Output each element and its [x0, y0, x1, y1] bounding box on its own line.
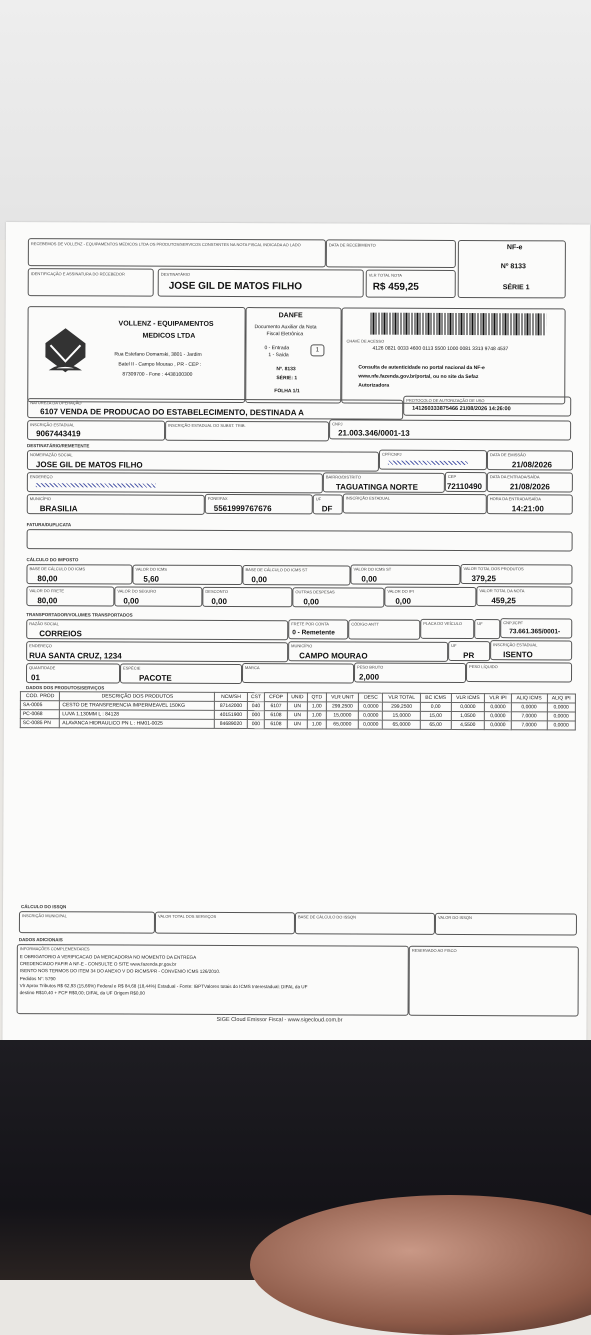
net-weight-label: PESO LÍQUIDO	[469, 664, 498, 670]
frete-label: VALOR DO FRETE	[29, 588, 65, 594]
redacted-cpf	[388, 461, 468, 465]
recipient-ie-box	[343, 493, 487, 514]
recipient-section: DESTINATÁRIO/REMETENTE	[27, 443, 90, 449]
emission-value: 21/08/2026	[511, 460, 553, 470]
table-cell: 6108	[265, 720, 287, 729]
items-header-cell: NCM/SH	[215, 692, 247, 701]
issqn-im-box	[19, 911, 155, 934]
protocol-label: PROTOCOLO DE AUTORIZAÇÃO DE USO	[406, 397, 485, 404]
table-cell: UN	[287, 711, 307, 720]
emitter-box	[27, 306, 245, 406]
table-cell: UN	[287, 720, 307, 729]
danfe-entrada: 0 - Entrada	[264, 345, 290, 352]
table-cell: 0,00	[420, 702, 451, 711]
table-cell: 65,00	[420, 720, 451, 729]
items-section: DADOS DOS PRODUTOS/SERVIÇOS	[25, 685, 105, 691]
receipt-nfe-series: SÉRIE 1	[502, 284, 530, 292]
items-header-cell: CFOP	[265, 693, 287, 702]
table-cell: 0,0000	[511, 703, 547, 712]
table-cell: PC-0068	[20, 710, 59, 719]
items-header-cell: QTD	[308, 693, 326, 702]
v-st-label: VALOR DO ICMS ST	[353, 566, 392, 572]
additional-info-line: CREDENCIADO FAFIR A NF-E - CONSULTE O SITE www.fazenda.pr.gov.br	[19, 961, 177, 967]
nature-label: NATUREZA DA OPERAÇÃO	[30, 400, 82, 406]
table-cell: 299,2500	[326, 702, 359, 711]
items-header-cell: DESC	[359, 693, 383, 702]
table-cell: SA-0005	[20, 701, 59, 710]
uf-value: DF	[321, 504, 333, 514]
phone-value: 5561999767676	[213, 503, 272, 514]
table-cell: 65,0000	[383, 720, 421, 729]
table-cell: 1,00	[308, 711, 326, 720]
antt-box	[348, 619, 420, 639]
additional-info-text	[20, 953, 406, 998]
v-st-box	[350, 565, 460, 585]
footer-text: SIGE Cloud Emissor Fiscal - www.sigecloud.com.br	[216, 1016, 343, 1024]
wall-background	[0, 0, 591, 240]
frete-value: 80,00	[37, 596, 58, 606]
kind-box	[120, 664, 242, 685]
table-cell: 1,00	[307, 720, 325, 729]
danfe-subtitle-2: Fiscal Eletrônica	[266, 331, 304, 338]
table-cell: 0,0000	[485, 703, 511, 712]
recipient-ie-label: INSCRIÇÃO ESTADUAL	[345, 495, 390, 501]
emitter-address-1: Rua Estefano Domanski, 3801 - Jardim	[114, 351, 202, 358]
items-header-cell: VLR ICMS	[451, 693, 485, 702]
carrier-cnpj-label: CNPJ/CPF	[503, 620, 523, 626]
carrier-address-value: RUA SANTA CRUZ, 1234	[29, 651, 122, 661]
table-cell: 000	[247, 720, 265, 729]
table-cell: 0,0000	[359, 702, 383, 711]
ipi-label: VALOR DO IPI	[387, 588, 414, 594]
nature-value: 6107 VENDA DE PRODUCAO DO ESTABELECIMENTO, DESTINADA A	[40, 407, 304, 418]
fisco-label: RESERVADO AO FISCO	[411, 947, 457, 953]
v-icms-label: VALOR DO ICMS	[135, 566, 167, 572]
items-header-cell: VLR UNIT	[326, 693, 359, 702]
city-label: MUNICÍPIO	[29, 496, 51, 502]
phone-label: FONE/FAX	[207, 495, 228, 501]
tax-section: CÁLCULO DO IMPOSTO	[26, 557, 79, 563]
carrier-uf2-label: UF	[451, 642, 457, 648]
gross-weight-value: 2,000	[358, 672, 380, 682]
items-header-cell: ALIQ IPI	[547, 694, 575, 703]
seguro-box	[114, 586, 202, 606]
city-value: BRASILIA	[39, 504, 78, 514]
carrier-cnpj-value: 73.661.365/0001-	[509, 628, 561, 636]
entry-date-box	[487, 472, 573, 492]
additional-info-line: Vlr Aprox Tributos R$ 62,93 (15,66%) Federal e R$ 84,68 (18,44%) Estadual - Fonte: IBPTValores totais do ICMS Interestadual: DIFAL da UF	[19, 982, 308, 990]
recipient-cpf-label: CPF/CNPJ	[381, 451, 402, 457]
carrier-address-box	[26, 641, 288, 662]
time-label: HORA DA ENTRADA/SAÍDA	[489, 496, 541, 502]
ipi-box	[384, 587, 476, 607]
ie-value: 9067443419	[36, 429, 81, 439]
carrier-name-value: CORREIOS	[39, 629, 82, 639]
protocol-value: 141260333875466 21/08/2026 14:26:00	[412, 405, 511, 413]
danfe-folha: FOLHA 1/1	[274, 388, 300, 395]
table-cell: 1,00	[308, 702, 326, 711]
emission-label: DATA DE EMISSÃO	[489, 452, 526, 458]
table-cell: 1,0500	[451, 711, 485, 720]
seguro-value: 0,00	[123, 596, 139, 606]
additional-info-line: Pedidos N°: 5790	[19, 975, 56, 981]
table-cell: 0,0000	[485, 712, 511, 721]
nature-box	[27, 398, 403, 420]
danfe-number: Nº. 8133	[276, 366, 296, 373]
table-cell: 0,0000	[485, 721, 511, 730]
qty-label: QUANTIDADE	[29, 665, 56, 671]
time-value: 14:21:00	[511, 504, 544, 514]
danfe-series: SÉRIE: 1	[276, 375, 298, 382]
carrier-name-label: RAZÃO SOCIAL	[29, 621, 59, 627]
table-cell: 4,5500	[451, 720, 485, 729]
table-cell: 15,0000	[326, 711, 359, 720]
outras-box	[292, 587, 384, 607]
cep-box	[445, 472, 487, 492]
additional-info-line: ISENTO NOS TERMOS DO ITEM 34 DO ANEXO V DO RICMS/PR - CONVENIO ICMS 126/2010.	[19, 968, 221, 975]
kind-label: ESPÉCIE	[123, 665, 141, 671]
access-consult-3: Autorizadora	[358, 382, 390, 389]
danfe-saida: 1 - Saída	[268, 352, 289, 359]
entry-date-value: 21/08/2026	[509, 482, 550, 492]
v-prod-value: 379,25	[471, 574, 496, 584]
table-cell: 7,0000	[511, 721, 547, 730]
table-cell: 65,0000	[326, 720, 359, 729]
items-header-cell: BC ICMS	[420, 693, 451, 702]
district-label: BAIRRO/DISTRITO	[325, 474, 361, 480]
entry-date-label: DATA DA ENTRADA/SAÍDA	[489, 474, 540, 480]
receipt-total-value: R$ 459,25	[372, 281, 419, 293]
transport-section: TRANSPORTADOR/VOLUMES TRANSPORTADOS	[26, 612, 133, 618]
bc-st-value: 0,00	[251, 575, 268, 585]
freight-value: 0 - Remetente	[292, 629, 335, 637]
receipt-nfe-box	[458, 240, 566, 298]
carrier-ie-box	[490, 640, 572, 660]
recipient-cpf-box	[379, 450, 487, 470]
items-table	[20, 691, 576, 730]
bc-st-box	[242, 565, 350, 585]
outras-label: OUTRAS DESPESAS	[295, 589, 335, 595]
emission-box	[487, 450, 573, 470]
table-cell: 040	[247, 702, 265, 711]
carrier-uf-label: UF	[477, 621, 483, 627]
plate-box	[420, 619, 474, 639]
freight-label: FRETE POR CONTA	[291, 621, 329, 627]
danfe-title-box	[245, 307, 341, 403]
fisco-box	[409, 946, 579, 1017]
receipt-recipient-value: JOSE GIL DE MATOS FILHO	[168, 280, 303, 293]
items-body	[20, 701, 575, 730]
table-cell: 15,00	[420, 711, 451, 720]
fatura-section: FATURA/DUPLICATA	[26, 522, 72, 528]
receipt-recipient-box	[158, 269, 364, 298]
company-logo-icon	[40, 325, 90, 375]
emitter-name-1: VOLLENZ - EQUIPAMENTOS	[118, 320, 214, 328]
redacted-address	[36, 483, 156, 488]
v-icms-box	[132, 565, 242, 585]
brand-box	[242, 663, 354, 683]
carrier-city-value: CAMPO MOURAO	[299, 651, 368, 661]
receipt-total-label: VLR TOTAL NOTA	[368, 272, 402, 278]
qty-box	[26, 663, 120, 683]
ipi-value: 0,00	[395, 596, 411, 606]
receipt-notice-box	[28, 238, 326, 267]
table-cell: 40151900	[215, 710, 247, 719]
table-cell: 000	[247, 711, 265, 720]
receipt-nfe-title: NF-e	[506, 244, 523, 252]
cep-value: 72110490	[446, 481, 483, 492]
recipient-address-box	[27, 472, 323, 493]
danfe-subtitle-1: Documento Auxiliar da Nota	[254, 324, 317, 331]
table-cell: 0,0000	[451, 702, 485, 711]
table-cell: 0,0000	[359, 720, 383, 729]
access-key-value: 4126 0821 0033 4600 0113 5500 1000 0081 3313 9748 4537	[372, 345, 509, 353]
bc-icms-value: 80,00	[37, 574, 58, 584]
items-header-cell: VLR IPI	[485, 694, 511, 703]
net-weight-box	[466, 662, 572, 682]
access-consult-2: www.nfe.fazenda.gov.br/portal, ou no site da Sefaz	[358, 373, 479, 381]
receipt-total-box	[366, 270, 456, 298]
total-note-box	[476, 586, 572, 606]
v-prod-label: VALOR TOTAL DOS PRODUTOS	[463, 565, 524, 572]
issqn-services-box	[155, 912, 295, 935]
emitter-address-2: Batel II - Campo Mourao , PR - CEP :	[118, 361, 202, 368]
danfe-type-box: 1	[310, 344, 324, 356]
recipient-name-label: NOME/RAZÃO SOCIAL	[29, 452, 73, 458]
table-cell: 0,0000	[547, 712, 575, 721]
access-consult-1: Consulta de autenticidade no portal nacional da NF-e	[358, 364, 485, 372]
table-cell: ALAVANCA HIDRAULICO PN L : HM01-0025	[60, 719, 215, 729]
cnpj-box	[329, 419, 571, 440]
table-cell: 0,0000	[547, 721, 575, 730]
carrier-address-label: ENDEREÇO	[29, 643, 52, 649]
issqn-value-box	[435, 913, 577, 936]
seguro-label: VALOR DO SEGURO	[117, 588, 157, 594]
additional-info-line: E OBRIGATORIO A VERIFICACAO DA MERCADORIA NO MOMENTO DA ENTREGA	[19, 954, 197, 960]
recipient-address-label: ENDEREÇO	[29, 474, 53, 480]
table-cell: 0,0000	[359, 711, 383, 720]
items-header-cell: ALIQ ICMS	[511, 694, 547, 703]
table-cell: 299,2500	[383, 702, 421, 711]
district-value: TAGUATINGA NORTE	[335, 482, 418, 492]
bc-icms-label: BASE DE CÁLCULO DO ICMS	[29, 566, 86, 572]
carrier-uf2-value: PR	[463, 650, 475, 661]
district-box	[323, 472, 445, 493]
carrier-city-box	[288, 641, 448, 662]
barcode	[371, 313, 547, 336]
items-header-cell: VLR TOTAL	[383, 693, 421, 702]
additional-info-label: INFORMAÇÕES COMPLEMENTARES	[19, 946, 90, 952]
issqn-im-label: INSCRIÇÃO MUNICIPAL	[21, 913, 67, 919]
carrier-cnpj-box	[500, 618, 572, 638]
recipient-name-value: JOSE GIL DE MATOS FILHO	[35, 460, 143, 470]
total-note-value: 459,25	[491, 596, 516, 606]
receipt-recipient-label: DESTINATÁRIO	[160, 271, 191, 277]
ie-st-label: INSCRIÇÃO ESTADUAL DO SUBST. TRIB.	[168, 422, 246, 429]
table-cell: SC-0085 PN	[20, 719, 59, 728]
table-cell: 84689020	[215, 719, 247, 728]
v-st-value: 0,00	[361, 574, 378, 584]
table-cell: 87142000	[215, 701, 247, 710]
cnpj-value: 21.003.346/0001-13	[338, 428, 410, 438]
issqn-base-label: BASE DE CÁLCULO DO ISSQN	[297, 914, 356, 920]
table-cell: 15,0000	[383, 711, 421, 720]
brand-label: MARCA	[245, 665, 260, 671]
items-header-cell: UNID	[287, 693, 307, 702]
issqn-section: CÁLCULO DO ISSQN	[21, 904, 67, 910]
table-cell: LUVA 1.130MM L : 84128	[60, 710, 215, 720]
bc-icms-box	[26, 564, 132, 584]
table-cell: 6107	[265, 702, 287, 711]
issqn-value-label: VALOR DO ISSQN	[437, 914, 472, 921]
receipt-nfe-number: Nº 8133	[500, 263, 526, 271]
items-header-cell: COD. PROD	[20, 692, 59, 701]
cnpj-label: CNPJ	[332, 421, 343, 427]
carrier-ie-value: ISENTO	[503, 650, 533, 660]
qty-value: 01	[30, 673, 40, 683]
v-prod-box	[460, 564, 572, 584]
cep-label: CEP	[447, 473, 457, 479]
receipt-signature-label: IDENTIFICAÇÃO E ASSINATURA DO RECEBEDOR	[30, 271, 125, 277]
city-box	[27, 494, 205, 515]
ie-box	[27, 420, 165, 441]
carrier-name-box	[26, 619, 288, 640]
danfe-document	[2, 222, 590, 1051]
desconto-value: 0,00	[211, 596, 227, 606]
table-cell: UN	[287, 702, 307, 711]
ie-label: INSCRIÇÃO ESTADUAL	[30, 422, 75, 428]
table-cell: 0,0000	[547, 703, 575, 712]
additional-info-box	[17, 944, 409, 1016]
access-key-label: CHAVE DE ACESSO	[346, 338, 385, 344]
fatura-box	[27, 529, 573, 551]
table-cell: 7,0000	[511, 712, 547, 721]
carrier-uf-box	[474, 619, 500, 639]
outras-value: 0,00	[303, 597, 319, 607]
ie-st-box	[165, 421, 329, 442]
table-row	[20, 719, 575, 730]
additional-info-line: destino R$10,40 + FCP R$0,00; DIFAL da UF Origem R$0,00	[19, 990, 145, 996]
protocol-box	[403, 396, 571, 417]
carrier-uf2-box	[448, 641, 490, 661]
total-note-label: VALOR TOTAL DA NOTA	[479, 588, 525, 594]
bc-st-label: BASE DE CÁLCULO DO ICMS ST	[245, 567, 308, 573]
plate-label: PLACA DO VEÍCULO	[423, 620, 462, 626]
desconto-box	[202, 587, 292, 607]
access-box	[341, 307, 565, 404]
items-header-cell: CST	[247, 693, 265, 702]
uf-label: UF	[315, 496, 322, 502]
table-cell: 6108	[265, 711, 287, 720]
emitter-name-2: MEDICOS LTDA	[142, 332, 196, 340]
recipient-name-box	[27, 450, 379, 472]
receipt-date-label: DATA DE RECEBIMENTO	[328, 242, 376, 248]
phone-box	[205, 494, 313, 514]
antt-label: CÓDIGO ANTT	[351, 621, 379, 627]
table-cell: CESTO DE TRANSFERENCIA IMPERMEAVEL 150KG	[60, 701, 215, 711]
danfe-title: DANFE	[278, 312, 303, 320]
kind-value: PACOTE	[138, 673, 172, 683]
carrier-ie-label: INSCRIÇÃO ESTADUAL	[493, 642, 538, 648]
emitter-address-3: 87309700 - Fone : 4438100300	[122, 371, 193, 378]
receipt-notice: RECEBEMOS DE VOLLENZ - EQUIPAMENTOS MEDICOS LTDA OS PRODUTOS/SERVICOS CONSTANTES NA NOTA FISCAL INDICADA AO LADO	[30, 241, 301, 248]
issqn-services-label: VALOR TOTAL DOS SERVIÇOS	[157, 913, 217, 919]
gross-weight-label: PESO BRUTO	[357, 664, 384, 670]
time-box	[487, 494, 573, 514]
receipt-signature-box	[28, 268, 154, 297]
freight-box	[288, 619, 348, 639]
receipt-date-box	[326, 239, 456, 268]
additional-section: DADOS ADICIONAIS	[18, 937, 63, 943]
desconto-label: DESCONTO	[205, 588, 229, 594]
frete-box	[26, 586, 114, 606]
issqn-base-box	[295, 912, 435, 935]
items-header-cell: DESCRIÇÃO DOS PRODUTOS	[60, 692, 215, 702]
gross-weight-box	[354, 663, 466, 683]
uf-box	[313, 494, 343, 514]
v-icms-value: 5,60	[143, 574, 160, 584]
carrier-city-label: MUNICÍPIO	[291, 643, 313, 649]
